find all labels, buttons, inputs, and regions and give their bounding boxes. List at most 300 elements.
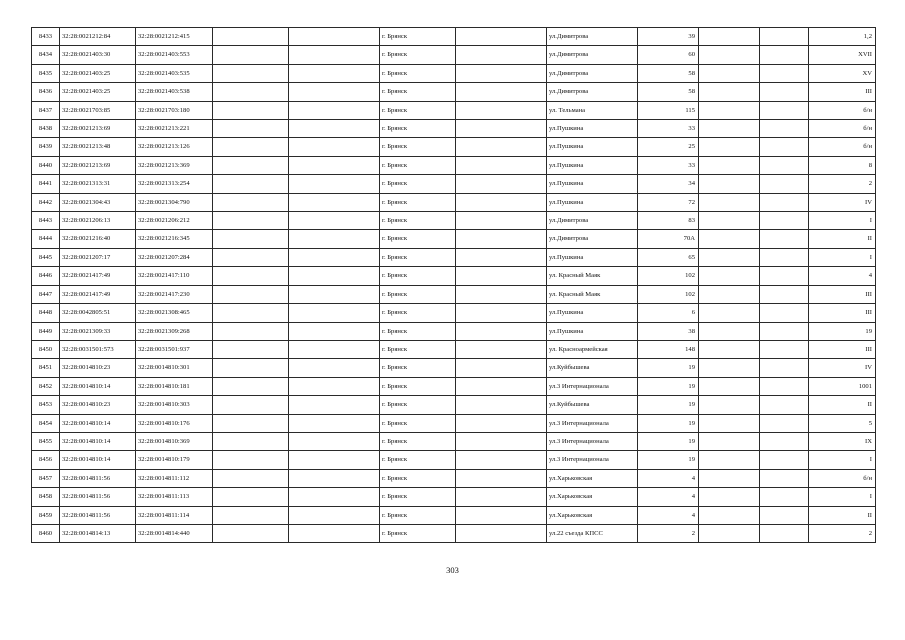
cell-house: 33 bbox=[638, 120, 699, 138]
cell-premises: III bbox=[809, 83, 876, 101]
cell-street: ул.Пушкина bbox=[547, 156, 638, 174]
cell-row-number: 8446 bbox=[32, 267, 60, 285]
cell-col-4 bbox=[213, 64, 289, 82]
cell-col-4 bbox=[213, 193, 289, 211]
cell-city: г. Брянск bbox=[380, 138, 456, 156]
cell-city: г. Брянск bbox=[380, 304, 456, 322]
cell-col-10 bbox=[699, 524, 760, 542]
cell-premises: IV bbox=[809, 359, 876, 377]
cell-col-10 bbox=[699, 322, 760, 340]
cell-col-5 bbox=[289, 488, 380, 506]
cell-col-5 bbox=[289, 322, 380, 340]
cell-cadastral-quarter: 32:28:0021417:49 bbox=[60, 267, 136, 285]
cell-col-4 bbox=[213, 248, 289, 266]
cell-cadastral-quarter: 32:28:0021304:43 bbox=[60, 193, 136, 211]
cell-col-7 bbox=[456, 193, 547, 211]
cell-col-4 bbox=[213, 175, 289, 193]
cell-house: 72 bbox=[638, 193, 699, 211]
cell-col-5 bbox=[289, 506, 380, 524]
cell-row-number: 8444 bbox=[32, 230, 60, 248]
cell-col-11 bbox=[760, 120, 809, 138]
cell-city: г. Брянск bbox=[380, 506, 456, 524]
cell-cadastral-quarter: 32:28:0021403:30 bbox=[60, 46, 136, 64]
cell-col-7 bbox=[456, 396, 547, 414]
cell-street: ул.3 Интернационала bbox=[547, 414, 638, 432]
cell-street: ул.Пушкина bbox=[547, 175, 638, 193]
cell-col-7 bbox=[456, 359, 547, 377]
cell-house: 65 bbox=[638, 248, 699, 266]
cell-col-10 bbox=[699, 101, 760, 119]
cell-col-11 bbox=[760, 488, 809, 506]
table-row bbox=[32, 156, 876, 174]
table-row bbox=[32, 340, 876, 358]
cell-house: 102 bbox=[638, 285, 699, 303]
cell-col-11 bbox=[760, 138, 809, 156]
cell-col-5 bbox=[289, 304, 380, 322]
cell-premises: II bbox=[809, 506, 876, 524]
cell-city: г. Брянск bbox=[380, 469, 456, 487]
cell-col-7 bbox=[456, 212, 547, 230]
cell-house: 83 bbox=[638, 212, 699, 230]
table-row bbox=[32, 28, 876, 46]
cell-col-11 bbox=[760, 267, 809, 285]
cell-premises: I bbox=[809, 212, 876, 230]
cell-street: ул. Красноармейская bbox=[547, 340, 638, 358]
cell-city: г. Брянск bbox=[380, 28, 456, 46]
cell-cadastral-quarter: 32:28:0021207:17 bbox=[60, 248, 136, 266]
cell-cadastral-number: 32:28:0021403:553 bbox=[136, 46, 213, 64]
cell-cadastral-number: 32:28:0014810:181 bbox=[136, 377, 213, 395]
cell-col-10 bbox=[699, 285, 760, 303]
cell-cadastral-quarter: 32:28:0021213:69 bbox=[60, 120, 136, 138]
cell-cadastral-number: 32:28:0021213:369 bbox=[136, 156, 213, 174]
cell-col-11 bbox=[760, 432, 809, 450]
cell-cadastral-quarter: 32:28:0021212:84 bbox=[60, 28, 136, 46]
table-row bbox=[32, 120, 876, 138]
cell-cadastral-quarter: 32:28:0021213:69 bbox=[60, 156, 136, 174]
cell-house: 70А bbox=[638, 230, 699, 248]
cell-col-10 bbox=[699, 230, 760, 248]
cell-city: г. Брянск bbox=[380, 488, 456, 506]
cell-street: ул.Куйбышева bbox=[547, 396, 638, 414]
cell-col-5 bbox=[289, 193, 380, 211]
cell-col-7 bbox=[456, 524, 547, 542]
cell-col-5 bbox=[289, 230, 380, 248]
cell-col-11 bbox=[760, 359, 809, 377]
table-row bbox=[32, 248, 876, 266]
cell-row-number: 8437 bbox=[32, 101, 60, 119]
cell-row-number: 8439 bbox=[32, 138, 60, 156]
cell-street: ул. Тельмана bbox=[547, 101, 638, 119]
cell-col-11 bbox=[760, 396, 809, 414]
cell-col-4 bbox=[213, 285, 289, 303]
cell-city: г. Брянск bbox=[380, 414, 456, 432]
cell-house: 58 bbox=[638, 64, 699, 82]
cell-cadastral-number: 32:28:0021304:790 bbox=[136, 193, 213, 211]
cell-row-number: 8445 bbox=[32, 248, 60, 266]
cell-col-5 bbox=[289, 212, 380, 230]
table-row bbox=[32, 414, 876, 432]
cell-col-10 bbox=[699, 488, 760, 506]
cell-premises: I bbox=[809, 248, 876, 266]
cell-city: г. Брянск bbox=[380, 175, 456, 193]
cell-col-4 bbox=[213, 524, 289, 542]
cell-cadastral-number: 32:28:0021216:345 bbox=[136, 230, 213, 248]
table-row bbox=[32, 469, 876, 487]
cell-cadastral-number: 32:28:0021417:230 bbox=[136, 285, 213, 303]
cell-col-4 bbox=[213, 432, 289, 450]
cell-col-5 bbox=[289, 156, 380, 174]
cell-house: 19 bbox=[638, 396, 699, 414]
cell-cadastral-number: 32:28:0014814:440 bbox=[136, 524, 213, 542]
cell-premises: III bbox=[809, 285, 876, 303]
cell-city: г. Брянск bbox=[380, 212, 456, 230]
cell-cadastral-quarter: 32:28:0014810:14 bbox=[60, 432, 136, 450]
cell-col-4 bbox=[213, 488, 289, 506]
cell-col-11 bbox=[760, 248, 809, 266]
cell-street: ул.3 Интернационала bbox=[547, 432, 638, 450]
cell-col-7 bbox=[456, 340, 547, 358]
cell-city: г. Брянск bbox=[380, 340, 456, 358]
cell-cadastral-number: 32:28:0014811:114 bbox=[136, 506, 213, 524]
cell-col-7 bbox=[456, 83, 547, 101]
cell-premises: III bbox=[809, 340, 876, 358]
cell-col-7 bbox=[456, 101, 547, 119]
cell-row-number: 8440 bbox=[32, 156, 60, 174]
cell-street: ул. Красный Маяк bbox=[547, 285, 638, 303]
cell-col-5 bbox=[289, 285, 380, 303]
cell-cadastral-quarter: 32:28:0021313:31 bbox=[60, 175, 136, 193]
cell-row-number: 8452 bbox=[32, 377, 60, 395]
table-row bbox=[32, 175, 876, 193]
page-number: 303 bbox=[446, 565, 459, 575]
cell-cadastral-quarter: 32:28:0014810:23 bbox=[60, 396, 136, 414]
cell-cadastral-quarter: 32:28:0021417:49 bbox=[60, 285, 136, 303]
table-row bbox=[32, 138, 876, 156]
cell-row-number: 8450 bbox=[32, 340, 60, 358]
cell-row-number: 8455 bbox=[32, 432, 60, 450]
cell-col-5 bbox=[289, 414, 380, 432]
cell-col-7 bbox=[456, 488, 547, 506]
cell-cadastral-number: 32:28:0021212:415 bbox=[136, 28, 213, 46]
cell-col-10 bbox=[699, 156, 760, 174]
cell-cadastral-number: 32:28:0014810:179 bbox=[136, 451, 213, 469]
cell-col-5 bbox=[289, 46, 380, 64]
cell-cadastral-quarter: 32:28:0014810:14 bbox=[60, 451, 136, 469]
table-row bbox=[32, 212, 876, 230]
cell-cadastral-quarter: 32:28:0014811:56 bbox=[60, 488, 136, 506]
cell-cadastral-number: 32:28:0021703:180 bbox=[136, 101, 213, 119]
cell-premises: XV bbox=[809, 64, 876, 82]
cell-col-10 bbox=[699, 28, 760, 46]
cell-cadastral-number: 32:28:0021417:110 bbox=[136, 267, 213, 285]
cell-col-4 bbox=[213, 359, 289, 377]
cell-col-11 bbox=[760, 156, 809, 174]
cell-col-7 bbox=[456, 322, 547, 340]
cell-col-10 bbox=[699, 193, 760, 211]
cell-col-10 bbox=[699, 396, 760, 414]
cell-col-7 bbox=[456, 304, 547, 322]
cell-col-11 bbox=[760, 101, 809, 119]
cell-cadastral-quarter: 32:28:0021309:33 bbox=[60, 322, 136, 340]
cell-city: г. Брянск bbox=[380, 359, 456, 377]
cell-col-7 bbox=[456, 506, 547, 524]
cell-cadastral-number: 32:28:0021309:268 bbox=[136, 322, 213, 340]
cell-street: ул.22 съезда КПСС bbox=[547, 524, 638, 542]
cell-col-7 bbox=[456, 267, 547, 285]
cell-cadastral-quarter: 32:28:0014810:23 bbox=[60, 359, 136, 377]
cell-col-5 bbox=[289, 451, 380, 469]
cell-col-11 bbox=[760, 414, 809, 432]
cell-col-4 bbox=[213, 120, 289, 138]
cell-cadastral-quarter: 32:28:0014814:13 bbox=[60, 524, 136, 542]
cell-street: ул.Пушкина bbox=[547, 248, 638, 266]
cell-city: г. Брянск bbox=[380, 83, 456, 101]
cell-col-10 bbox=[699, 359, 760, 377]
cell-col-5 bbox=[289, 469, 380, 487]
cell-house: 2 bbox=[638, 524, 699, 542]
cell-street: ул.Димитрова bbox=[547, 28, 638, 46]
cell-row-number: 8456 bbox=[32, 451, 60, 469]
cell-cadastral-number: 32:28:0021206:212 bbox=[136, 212, 213, 230]
cell-row-number: 8459 bbox=[32, 506, 60, 524]
cell-row-number: 8438 bbox=[32, 120, 60, 138]
cell-col-11 bbox=[760, 469, 809, 487]
cell-col-7 bbox=[456, 175, 547, 193]
cell-col-11 bbox=[760, 322, 809, 340]
registry-table-body bbox=[32, 28, 876, 543]
cell-cadastral-quarter: 32:28:0014810:14 bbox=[60, 377, 136, 395]
cell-city: г. Брянск bbox=[380, 230, 456, 248]
cell-house: 19 bbox=[638, 377, 699, 395]
table-row bbox=[32, 64, 876, 82]
cell-col-4 bbox=[213, 28, 289, 46]
cell-col-10 bbox=[699, 432, 760, 450]
cell-col-7 bbox=[456, 46, 547, 64]
cell-cadastral-quarter: 32:28:0031501:573 bbox=[60, 340, 136, 358]
cell-col-7 bbox=[456, 64, 547, 82]
table-row bbox=[32, 46, 876, 64]
cell-house: 19 bbox=[638, 432, 699, 450]
cell-house: 4 bbox=[638, 488, 699, 506]
cell-col-10 bbox=[699, 64, 760, 82]
table-row bbox=[32, 432, 876, 450]
cell-col-4 bbox=[213, 156, 289, 174]
cell-house: 4 bbox=[638, 506, 699, 524]
cell-cadastral-number: 32:28:0021207:284 bbox=[136, 248, 213, 266]
cell-cadastral-number: 32:28:0021308:465 bbox=[136, 304, 213, 322]
cell-col-11 bbox=[760, 175, 809, 193]
cell-col-11 bbox=[760, 285, 809, 303]
cell-cadastral-number: 32:28:0014810:303 bbox=[136, 396, 213, 414]
cell-street: ул.Пушкина bbox=[547, 120, 638, 138]
cell-col-4 bbox=[213, 101, 289, 119]
table-row bbox=[32, 359, 876, 377]
cell-cadastral-number: 32:28:0014811:112 bbox=[136, 469, 213, 487]
cell-street: ул.Димитрова bbox=[547, 64, 638, 82]
cell-cadastral-quarter: 32:28:0021703:85 bbox=[60, 101, 136, 119]
cell-city: г. Брянск bbox=[380, 156, 456, 174]
cell-col-11 bbox=[760, 377, 809, 395]
cell-col-10 bbox=[699, 138, 760, 156]
cell-premises: б/н bbox=[809, 138, 876, 156]
cell-col-4 bbox=[213, 267, 289, 285]
cell-house: 58 bbox=[638, 83, 699, 101]
cell-col-5 bbox=[289, 28, 380, 46]
table-row bbox=[32, 488, 876, 506]
cell-premises: 1,2 bbox=[809, 28, 876, 46]
cell-col-11 bbox=[760, 193, 809, 211]
cell-street: ул.Пушкина bbox=[547, 304, 638, 322]
cell-col-5 bbox=[289, 120, 380, 138]
cell-street: ул.Харьковская bbox=[547, 506, 638, 524]
cell-cadastral-number: 32:28:0021213:126 bbox=[136, 138, 213, 156]
cell-col-5 bbox=[289, 64, 380, 82]
cell-col-11 bbox=[760, 28, 809, 46]
cell-col-4 bbox=[213, 230, 289, 248]
cell-street: ул.Димитрова bbox=[547, 83, 638, 101]
cell-row-number: 8435 bbox=[32, 64, 60, 82]
cell-city: г. Брянск bbox=[380, 64, 456, 82]
cell-premises: I bbox=[809, 488, 876, 506]
cell-col-10 bbox=[699, 267, 760, 285]
cell-col-4 bbox=[213, 396, 289, 414]
cell-col-10 bbox=[699, 469, 760, 487]
cell-cadastral-quarter: 32:28:0021403:25 bbox=[60, 64, 136, 82]
cell-street: ул.Харьковская bbox=[547, 488, 638, 506]
cell-premises: III bbox=[809, 304, 876, 322]
cell-house: 148 bbox=[638, 340, 699, 358]
cell-premises: II bbox=[809, 230, 876, 248]
cell-col-4 bbox=[213, 469, 289, 487]
cell-cadastral-quarter: 32:28:0014811:56 bbox=[60, 469, 136, 487]
cell-col-7 bbox=[456, 414, 547, 432]
cell-cadastral-quarter: 32:28:0014810:14 bbox=[60, 414, 136, 432]
cell-col-10 bbox=[699, 120, 760, 138]
cell-row-number: 8436 bbox=[32, 83, 60, 101]
cell-city: г. Брянск bbox=[380, 322, 456, 340]
cell-row-number: 8441 bbox=[32, 175, 60, 193]
cell-street: ул.Пушкина bbox=[547, 193, 638, 211]
cell-city: г. Брянск bbox=[380, 101, 456, 119]
cell-col-7 bbox=[456, 377, 547, 395]
cell-col-10 bbox=[699, 304, 760, 322]
cell-premises: 1001 bbox=[809, 377, 876, 395]
cell-col-11 bbox=[760, 304, 809, 322]
table-row bbox=[32, 193, 876, 211]
cell-col-5 bbox=[289, 267, 380, 285]
table-row bbox=[32, 377, 876, 395]
cell-col-10 bbox=[699, 451, 760, 469]
cell-premises: 5 bbox=[809, 414, 876, 432]
cell-col-7 bbox=[456, 432, 547, 450]
cell-row-number: 8457 bbox=[32, 469, 60, 487]
cell-city: г. Брянск bbox=[380, 377, 456, 395]
cell-col-5 bbox=[289, 83, 380, 101]
table-row bbox=[32, 451, 876, 469]
cell-city: г. Брянск bbox=[380, 46, 456, 64]
cell-col-11 bbox=[760, 64, 809, 82]
cell-col-7 bbox=[456, 285, 547, 303]
cell-cadastral-number: 32:28:0014810:301 bbox=[136, 359, 213, 377]
cell-col-5 bbox=[289, 359, 380, 377]
cell-col-4 bbox=[213, 451, 289, 469]
cell-row-number: 8449 bbox=[32, 322, 60, 340]
cell-city: г. Брянск bbox=[380, 396, 456, 414]
cell-col-10 bbox=[699, 175, 760, 193]
cell-col-7 bbox=[456, 138, 547, 156]
cell-col-11 bbox=[760, 524, 809, 542]
table-row bbox=[32, 83, 876, 101]
cell-street: ул.Димитрова bbox=[547, 212, 638, 230]
cell-col-4 bbox=[213, 414, 289, 432]
cell-premises: б/н bbox=[809, 120, 876, 138]
cell-premises: II bbox=[809, 396, 876, 414]
cell-col-5 bbox=[289, 396, 380, 414]
cell-street: ул.Пушкина bbox=[547, 322, 638, 340]
cell-house: 34 bbox=[638, 175, 699, 193]
cell-col-5 bbox=[289, 377, 380, 395]
cell-cadastral-number: 32:28:0021213:221 bbox=[136, 120, 213, 138]
registry-table bbox=[31, 27, 876, 543]
cell-premises: IX bbox=[809, 432, 876, 450]
cell-col-4 bbox=[213, 46, 289, 64]
cell-col-4 bbox=[213, 138, 289, 156]
cell-col-7 bbox=[456, 451, 547, 469]
cell-row-number: 8443 bbox=[32, 212, 60, 230]
cell-city: г. Брянск bbox=[380, 248, 456, 266]
cell-premises: I bbox=[809, 451, 876, 469]
cell-col-10 bbox=[699, 377, 760, 395]
cell-house: 33 bbox=[638, 156, 699, 174]
cell-col-7 bbox=[456, 469, 547, 487]
cell-col-7 bbox=[456, 156, 547, 174]
cell-col-4 bbox=[213, 322, 289, 340]
cell-city: г. Брянск bbox=[380, 285, 456, 303]
cell-cadastral-number: 32:28:0021403:535 bbox=[136, 64, 213, 82]
cell-cadastral-quarter: 32:28:0021206:13 bbox=[60, 212, 136, 230]
cell-col-7 bbox=[456, 230, 547, 248]
cell-cadastral-number: 32:28:0014810:176 bbox=[136, 414, 213, 432]
cell-row-number: 8451 bbox=[32, 359, 60, 377]
cell-house: 6 bbox=[638, 304, 699, 322]
cell-street: ул.3 Интернационала bbox=[547, 377, 638, 395]
cell-col-11 bbox=[760, 340, 809, 358]
cell-col-4 bbox=[213, 506, 289, 524]
cell-col-10 bbox=[699, 248, 760, 266]
cell-cadastral-number: 32:28:0031501:937 bbox=[136, 340, 213, 358]
cell-cadastral-quarter: 32:28:0014811:56 bbox=[60, 506, 136, 524]
cell-city: г. Брянск bbox=[380, 193, 456, 211]
cell-row-number: 8448 bbox=[32, 304, 60, 322]
table-row bbox=[32, 101, 876, 119]
cell-premises: IV bbox=[809, 193, 876, 211]
cell-col-11 bbox=[760, 506, 809, 524]
cell-col-4 bbox=[213, 212, 289, 230]
cell-cadastral-number: 32:28:0014811:113 bbox=[136, 488, 213, 506]
cell-house: 19 bbox=[638, 359, 699, 377]
cell-cadastral-number: 32:28:0014810:369 bbox=[136, 432, 213, 450]
cell-house: 19 bbox=[638, 414, 699, 432]
cell-house: 38 bbox=[638, 322, 699, 340]
cell-col-7 bbox=[456, 248, 547, 266]
cell-cadastral-quarter: 32:28:0021403:25 bbox=[60, 83, 136, 101]
cell-row-number: 8453 bbox=[32, 396, 60, 414]
cell-premises: 4 bbox=[809, 267, 876, 285]
cell-col-11 bbox=[760, 83, 809, 101]
cell-premises: 19 bbox=[809, 322, 876, 340]
cell-col-5 bbox=[289, 101, 380, 119]
